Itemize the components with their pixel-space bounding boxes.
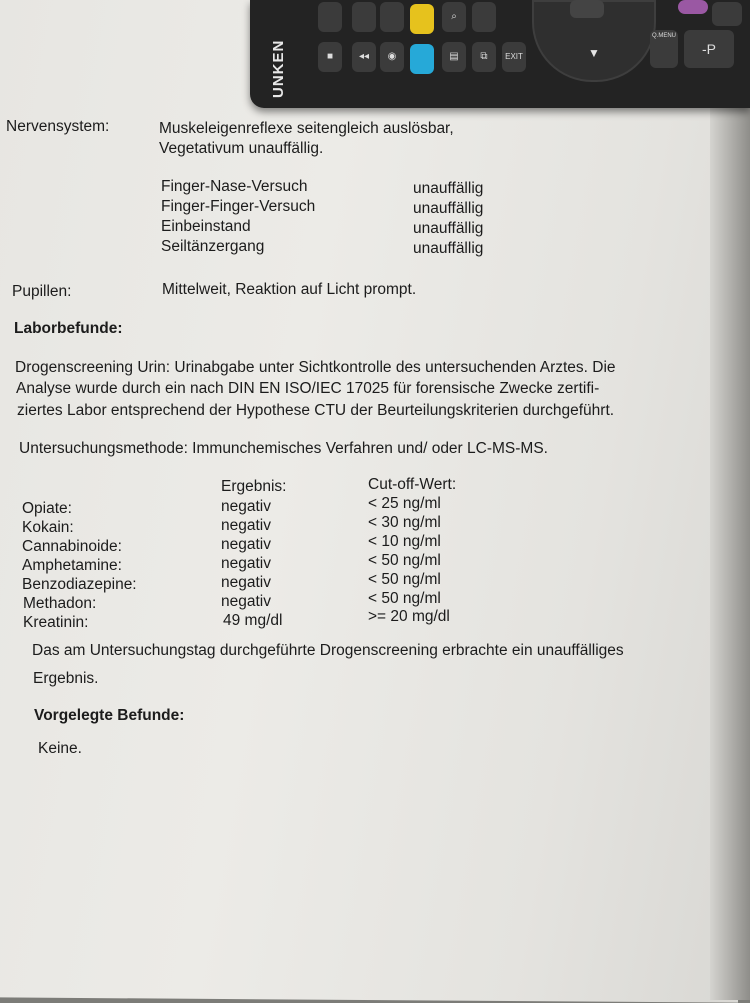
substance-result: negativ [221, 555, 271, 572]
remote-program-button: -P [684, 30, 734, 68]
substance-result: negativ [221, 574, 271, 591]
remote-brand-logo: UNKEN [270, 39, 287, 98]
pupils-label: Pupillen: [12, 283, 72, 300]
substance-name: Cannabinoide: [22, 538, 122, 555]
substance-result: negativ [221, 593, 271, 610]
screening-line-3: ziertes Labor entsprechend der Hypothese CTU der Beurteilungskriterien durchgeführt. [17, 402, 615, 419]
remote-search-icon: ⌕ [442, 2, 466, 32]
chevron-down-icon: ▼ [588, 46, 600, 60]
remote-subtitle-icon: ▤ [442, 42, 466, 72]
test-name: Finger-Finger-Versuch [161, 198, 316, 215]
test-result: unauffällig [413, 240, 484, 257]
remote-record-button: ◉ [380, 42, 404, 72]
substance-cutoff: >= 20 mg/dl [368, 608, 450, 625]
result-column-header: Ergebnis: [221, 478, 287, 495]
substance-cutoff: < 50 ng/ml [368, 571, 441, 588]
substance-cutoff: < 30 ng/ml [368, 514, 441, 531]
method-text: Untersuchungsmethode: Immunchemisches Verfahren und/ oder LC-MS-MS. [19, 440, 548, 457]
test-name: Einbeinstand [161, 218, 251, 235]
test-name: Finger-Nase-Versuch [161, 178, 308, 195]
remote-guide-icon: ⧉ [472, 42, 496, 72]
nervous-system-label: Nervensystem: [6, 118, 110, 135]
test-result: unauffällig [413, 180, 484, 197]
pupils-value: Mittelweit, Reaktion auf Licht prompt. [162, 281, 417, 298]
substance-cutoff: < 50 ng/ml [368, 552, 441, 569]
remote-exit-button: EXIT [502, 42, 526, 72]
substance-cutoff: < 50 ng/ml [368, 590, 441, 607]
test-result: unauffällig [413, 200, 484, 217]
test-name: Seiltänzergang [161, 238, 265, 255]
cutoff-column-header: Cut-off-Wert: [368, 476, 457, 493]
substance-result: negativ [221, 498, 271, 515]
nervous-system-line-1: Muskeleigenreflexe seitengleich auslösbar, [159, 120, 454, 137]
conclusion-line-2: Ergebnis. [33, 670, 99, 687]
substance-cutoff: < 10 ng/ml [368, 533, 441, 550]
substance-name: Kreatinin: [23, 614, 89, 631]
substance-name: Amphetamine: [22, 557, 122, 574]
substance-name: Methadon: [23, 595, 97, 612]
conclusion-line-1: Das am Untersuchungstag durchgeführte Drogenscreening erbrachte ein unauffälliges [32, 642, 624, 659]
lab-heading: Laborbefunde: [14, 320, 123, 337]
substance-cutoff: < 25 ng/ml [368, 495, 441, 512]
substance-result: negativ [221, 517, 271, 534]
submitted-findings-value: Keine. [38, 740, 82, 757]
nervous-system-line-2: Vegetativum unauffällig. [159, 140, 324, 157]
screening-line-2: Analyse wurde durch ein nach DIN EN ISO/IEC 17025 für forensische Zwecke zertifi- [16, 380, 600, 397]
submitted-findings-heading: Vorgelegte Befunde: [34, 707, 185, 724]
substance-name: Opiate: [22, 500, 72, 517]
substance-name: Benzodiazepine: [22, 576, 137, 593]
remote-qmenu-button: Q.MENU [650, 30, 678, 68]
remote-rewind-button: ◂◂ [352, 42, 376, 72]
substance-result: 49 mg/dl [223, 612, 283, 629]
substance-name: Kokain: [22, 519, 74, 536]
test-result: unauffällig [413, 220, 484, 237]
remote-stop-button: ■ [318, 42, 342, 72]
screening-line-1: Drogenscreening Urin: Urinabgabe unter Sichtkontrolle des untersuchenden Arztes. Die [15, 359, 616, 376]
substance-result: negativ [221, 536, 271, 553]
